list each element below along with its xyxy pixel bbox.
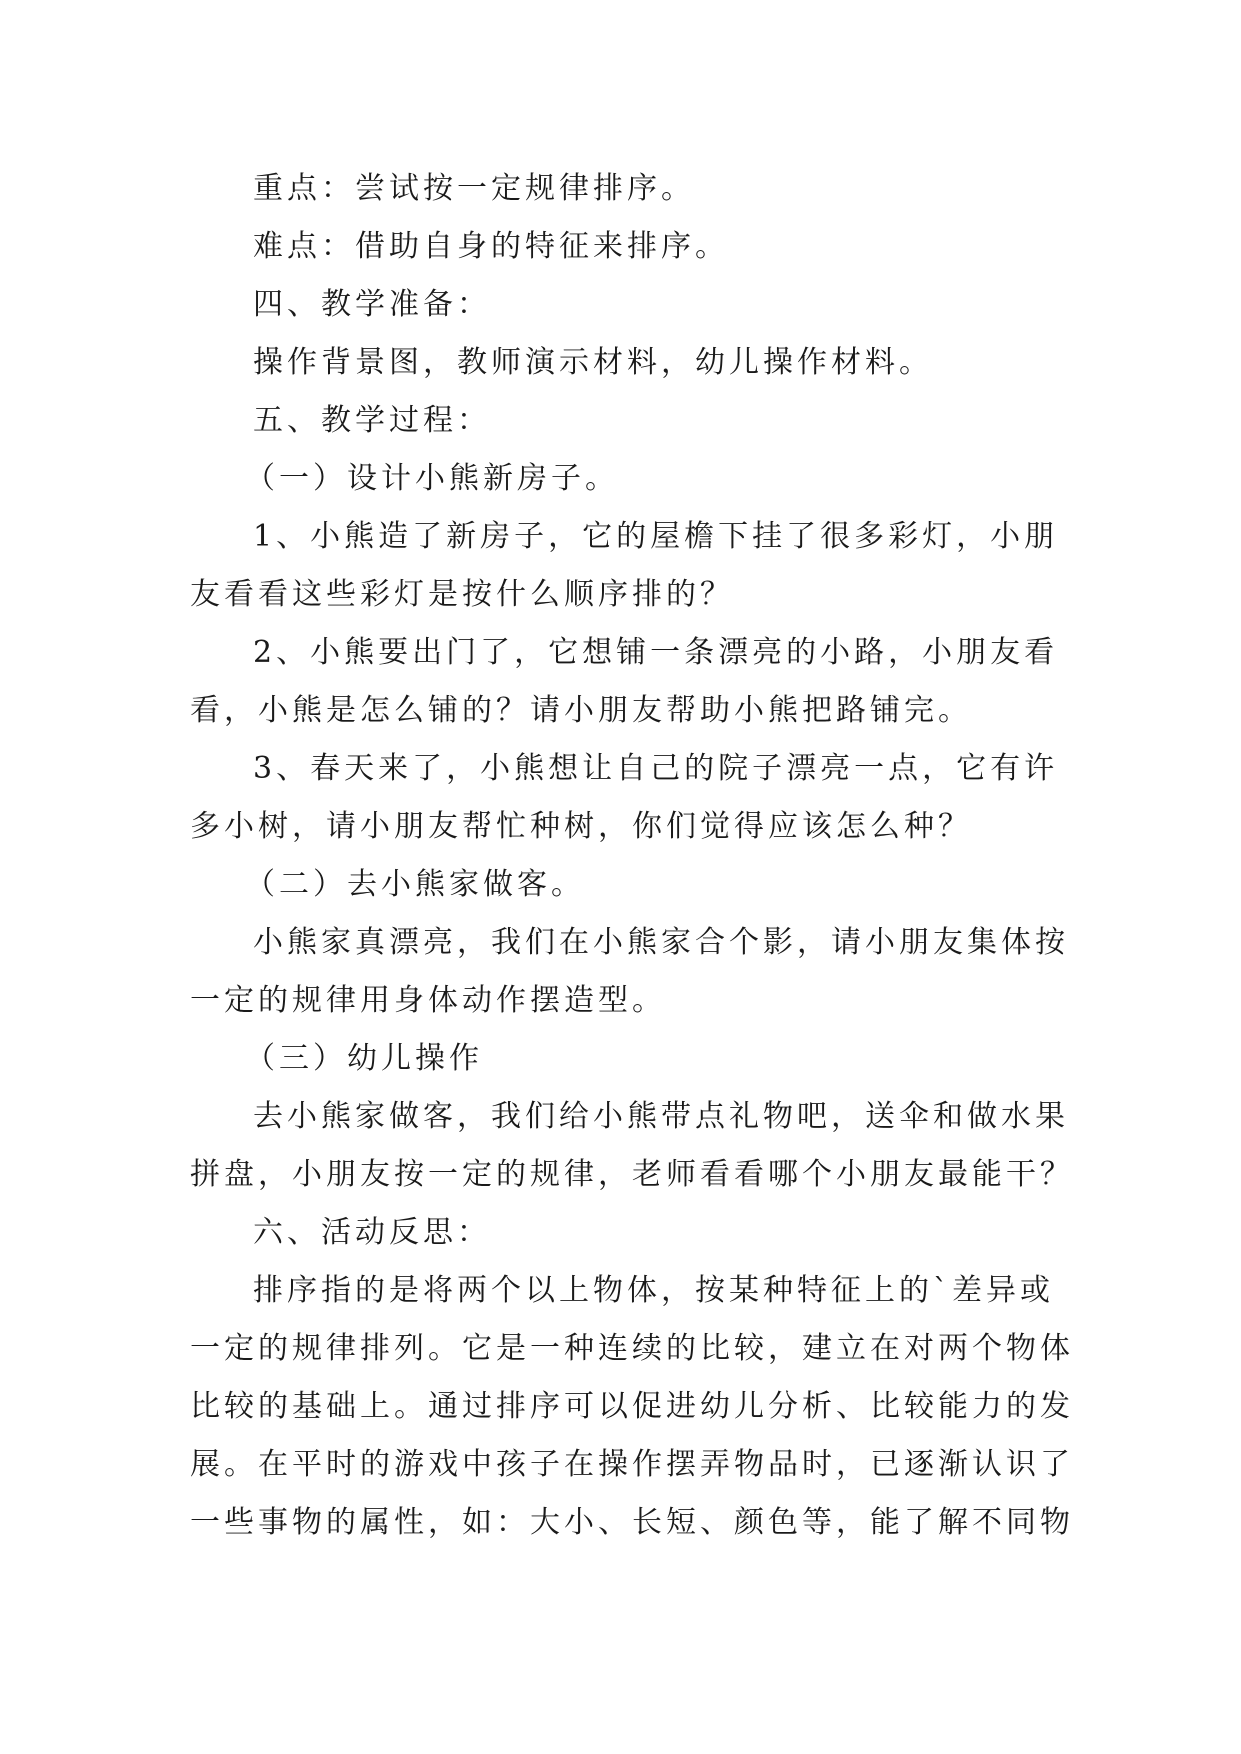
text-line: 拼盘，小朋友按一定的规律，老师看看哪个小朋友最能干？ [190,1157,1074,1192]
text-line: 看，小熊是怎么铺的？请小朋友帮助小熊把路铺完。 [190,693,972,728]
text-line: 友看看这些彩灯是按什么顺序排的？ [190,577,734,612]
text-line: 小熊家真漂亮，我们在小熊家合个影，请小朋友集体按 [253,925,1069,960]
text-line: 1、小熊造了新房子，它的屋檐下挂了很多彩灯，小朋 [253,519,1059,554]
text-line: 比较的基础上。通过排序可以促进幼儿分析、比较能力的发 [190,1389,1074,1424]
text-line: 难点：借助自身的特征来排序。 [253,229,729,264]
text-line: 3、春天来了，小熊想让自己的院子漂亮一点，它有许 [253,751,1059,786]
subsection-heading: （一）设计小熊新房子。 [245,461,619,496]
text-line: 展。在平时的游戏中孩子在操作摆弄物品时，已逐渐认识了 [190,1447,1074,1482]
text-line: 一定的规律排列。它是一种连续的比较，建立在对两个物体 [190,1331,1074,1366]
text-line: 排序指的是将两个以上物体，按某种特征上的`差异或 [253,1273,1054,1308]
subsection-heading: （三）幼儿操作 [245,1041,483,1076]
text-line: 一定的规律用身体动作摆造型。 [190,983,666,1018]
subsection-heading: （二）去小熊家做客。 [245,867,585,902]
text-line: 重点：尝试按一定规律排序。 [253,171,695,206]
text-line: 去小熊家做客，我们给小熊带点礼物吧，送伞和做水果 [253,1099,1069,1134]
document-body [190,160,1074,1552]
section-heading: 六、活动反思： [253,1215,491,1250]
text-line: 多小树，请小朋友帮忙种树，你们觉得应该怎么种？ [190,809,972,844]
text-line: 2、小熊要出门了，它想铺一条漂亮的小路，小朋友看 [253,635,1059,670]
text-line: 操作背景图，教师演示材料，幼儿操作材料。 [253,345,933,380]
section-heading: 五、教学过程： [253,403,491,438]
text-line: 一些事物的属性，如：大小、长短、颜色等，能了解不同物 [190,1505,1074,1540]
section-heading: 四、教学准备： [253,287,491,322]
